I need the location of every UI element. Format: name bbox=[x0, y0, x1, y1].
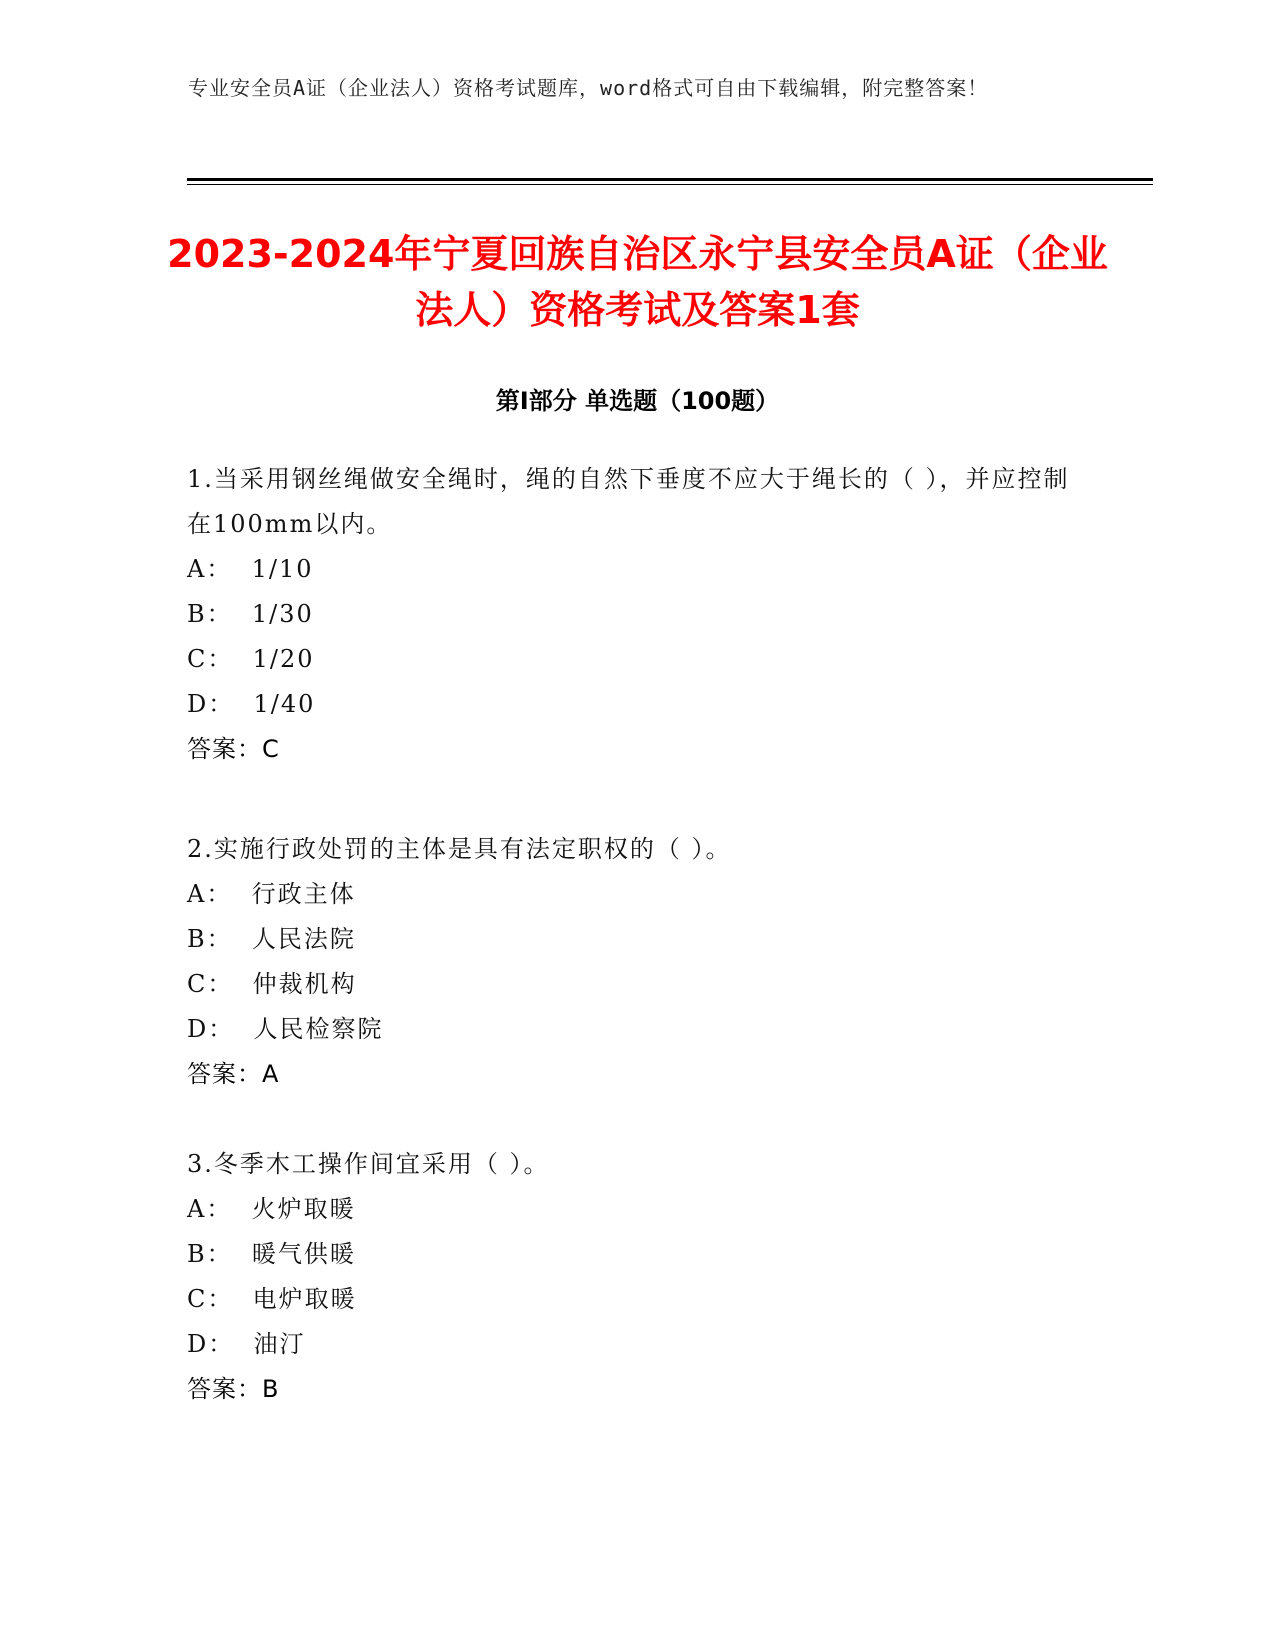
question-1 bbox=[187, 457, 1087, 772]
question-stem: 3.冬季木工操作间宜采用（ ）。 bbox=[187, 1150, 550, 1178]
header-divider-thick bbox=[187, 178, 1153, 181]
option-c: C： 仲裁机构 bbox=[187, 970, 357, 998]
option-c: C： 1/20 bbox=[187, 645, 315, 673]
option-c: C： 电炉取暖 bbox=[187, 1285, 357, 1313]
question-stem: 2.实施行政处罚的主体是具有法定职权的（ ）。 bbox=[187, 835, 732, 863]
option-b: B： 1/30 bbox=[187, 600, 314, 628]
option-a: A： 行政主体 bbox=[187, 880, 356, 908]
answer: 答案：C bbox=[187, 735, 280, 763]
option-d: D： 油汀 bbox=[187, 1330, 306, 1358]
question-stem: 1.当采用钢丝绳做安全绳时，绳的自然下垂度不应大于绳长的（ ），并应控制在100mm以内。 bbox=[187, 465, 1070, 538]
option-d: D： 1/40 bbox=[187, 690, 316, 718]
option-b: B： 暖气供暖 bbox=[187, 1240, 356, 1268]
header-divider-thin bbox=[187, 184, 1153, 185]
option-a: A： 火炉取暖 bbox=[187, 1195, 356, 1223]
document-title: 2023-2024年宁夏回族自治区永宁县安全员A证（企业法人）资格考试及答案1套 bbox=[167, 232, 1108, 332]
question-3 bbox=[187, 1142, 1087, 1412]
question-2 bbox=[187, 827, 1087, 1097]
answer: 答案：A bbox=[187, 1060, 280, 1088]
section-title: 第I部分 单选题（100题） bbox=[495, 387, 780, 415]
option-b: B： 人民法院 bbox=[187, 925, 356, 953]
answer: 答案：B bbox=[187, 1375, 280, 1403]
header-note: 专业安全员A证（企业法人）资格考试题库，word格式可自由下载编辑，附完整答案！ bbox=[188, 76, 989, 100]
option-a: A： 1/10 bbox=[187, 555, 314, 583]
option-d: D： 人民检察院 bbox=[187, 1015, 384, 1043]
